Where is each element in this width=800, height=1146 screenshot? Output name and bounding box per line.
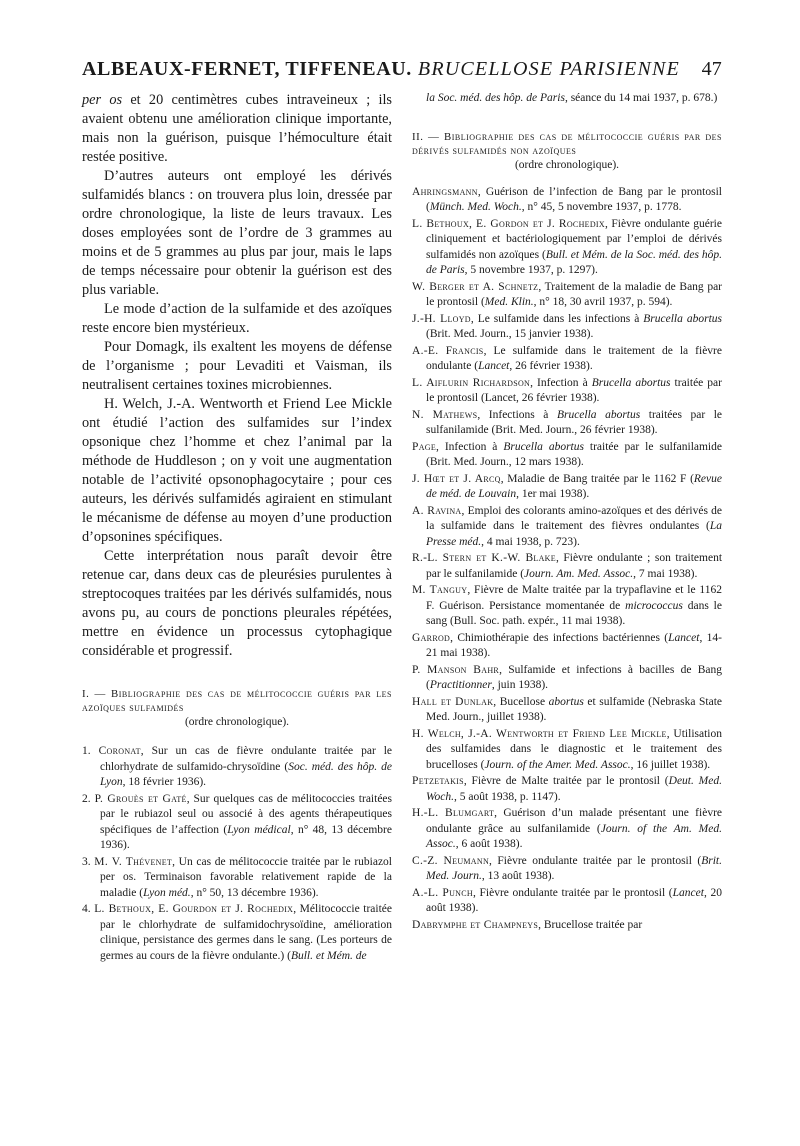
paragraph-5: H. Welch, J.-A. Wentworth et Friend Lee Mickle ont étudié l’action des sulfamides sur l’index opsonique chez l’homme et chez l’animal par la méthode de Huddleson ; on y voit une augmentation notable de l’activité opsonophagocytaire ; pour ces auteurs, les dérivés sulfamidés agiraient en stimulant le mécanisme de défense au moyen d’une production d’opsonines spécifiques.	[82, 396, 392, 545]
reference-item: 4. L. Bethoux, E. Gourdon et J. Rochedix, Mélitococcie traitée par le chlorhydrate de sulfamidochrysoïdine, amélioration clinique, persistance des germes dans le sang. (Les porteurs de germes au cours de la fièvre ondulante.) (Bull. et Mém. de	[82, 903, 392, 962]
body-text	[82, 91, 392, 661]
paragraph-4: Pour Domagk, ils exaltent les moyens de défense de l’organisme ; pour Levaditi et Vaisman, ils neutralisent certaines toxines microbiennes.	[82, 339, 392, 393]
reference-item: M. Tanguy, Fièvre de Malte traitée par la trypaflavine et le 1162 F. Guérison. Persistance momentanée de micrococcus dans le sang (Bull. Soc. path. expér., 11 mai 1938).	[412, 584, 722, 627]
reference-item: P. Manson Bahr, Sulfamide et infections à bacilles de Bang (Practitionner, juin 1938).	[412, 663, 722, 691]
reference-item: R.-L. Stern et K.-W. Blake, Fièvre ondulante ; son traitement par le sulfanilamide (Journ. Am. Med. Assoc., 7 mai 1938).	[412, 552, 723, 580]
reference-item: Garrod, Chimiothérapie des infections bactériennes (Lancet, 14-21 mai 1938).	[412, 631, 722, 659]
bibliography-1-subtitle: (ordre chronologique).	[184, 716, 290, 728]
reference-item: Page, Infection à Brucella abortus traitée par le sulfanilamide (Brit. Med. Journ., 12 mars 1938).	[412, 440, 722, 468]
paragraph-3: Le mode d’action de la sulfamide et des azoïques reste encore bien mystérieux.	[82, 301, 392, 336]
bibliography-2-subtitle: (ordre chronologique).	[514, 158, 620, 171]
reference-item: J. Hœt et J. Arcq, Maladie de Bang traitée par le 1162 F (Revue de méd. de Louvain, 1er mai 1938).	[412, 472, 722, 500]
paragraph-1-lead: per os	[82, 92, 123, 108]
reference-item: C.-Z. Neumann, Fièvre ondulante traitée par le prontosil (Brit. Med. Journ., 13 août 1938).	[412, 854, 722, 882]
reference-item: L. Aiflurin Richardson, Infection à Brucella abortus traitée par le prontosil (Lancet, 26 février 1938).	[412, 376, 722, 404]
reference-continuation: la Soc. méd. des hôp. de Paris, séance du 14 mai 1937, p. 678.)	[426, 92, 718, 104]
reference-item: J.-H. Lloyd, Le sulfamide dans les infections à Brucella abortus (Brit. Med. Journ., 15 janvier 1938).	[412, 312, 722, 340]
continued-reference	[412, 91, 722, 107]
reference-item: N. Mathews, Infections à Brucella abortus traitées par le sulfanilamide (Brit. Med. Journ., 26 février 1938).	[412, 408, 723, 436]
paragraph-6: Cette interprétation nous paraît devoir être retenue car, dans deux cas de pleurésies purulentes à streptocoques traitées par les dérivés sulfamidés, nous avons pu, au cours de ponctions pleurales répétées, mettre en évidence un processus cytophagique considérable et progressif.	[82, 548, 392, 659]
reference-item: Ahringsmann, Guérison de l’infection de Bang par le prontosil (Münch. Med. Woch., n° 45, 5 novembre 1937, p. 1778.	[412, 185, 722, 213]
running-head-title: BRUCELLOSE PARISIENNE	[417, 58, 680, 80]
paragraph-1	[82, 91, 392, 167]
right-column	[412, 91, 722, 934]
reference-item: A.-L. Punch, Fièvre ondulante traitée par le prontosil (Lancet, 20 août 1938).	[412, 886, 722, 914]
reference-item: A. Ravina, Emploi des colorants amino-azoïques et des dérivés de la sulfamide dans le traitement des fièvres ondulantes (La Presse méd., 4 mai 1938, p. 723).	[412, 504, 722, 548]
reference-item: A.-E. Francis, Le sulfamide dans le traitement de la fièvre ondulante (Lancet, 26 février 1938).	[412, 344, 722, 372]
bibliography-2-title: II. — Bibliographie des cas de mélitococcie guéris par des dérivés sulfamidés non azoïques	[412, 130, 722, 157]
reference-item: Petzetakis, Fièvre de Malte traitée par le prontosil (Deut. Med. Woch., 5 août 1938, p. 1147).	[412, 775, 722, 803]
reference-item: 1. Coronat, Sur un cas de fièvre ondulante traitée par le chlorhydrate de sulfamido-chrysoïdine (Soc. méd. des hôp. de Lyon, 18 février 1936).	[82, 745, 393, 788]
page-number: 47	[701, 58, 722, 80]
bibliography-1-title: I. — Bibliographie des cas de mélitococcie guéris par les azoïques sulfamidés	[82, 688, 392, 714]
reference-item: 2. P. Grouès et Gaté, Sur quelques cas de mélitococcies traitées par le rubiazol seul ou associé à des agents thérapeutiques spécifiques de l’affection (Lyon médical, n° 48, 13 décembre 1936).	[82, 792, 393, 851]
reference-item: Dabrymphe et Champneys, Brucellose traitée par	[412, 918, 643, 931]
bibliography-2-list	[412, 185, 722, 934]
reference-item: L. Bethoux, E. Gordon et J. Rochedix, Fièvre ondulante guérie cliniquement et bactériologiquement par l’emploi de dérivés sulfamidés non azoïques (Bull. et Mém. de la Soc. méd. des hôp. de Paris, 5 novembre 1937, p. 1297).	[412, 217, 722, 276]
paragraph-1-text: et 20 centimètres cubes intraveineux ; ils avaient obtenu une amélioration clinique importante, mais non la guérison, puisque l’hémoculture était restée positive.	[82, 92, 392, 165]
reference-item: H. Welch, J.-A. Wentworth et Friend Lee Mickle, Utilisation des sulfamides dans le diagnostic et le traitement des brucelloses (Journ. of the Amer. Med. Assoc., 16 juillet 1938).	[412, 727, 722, 771]
left-column	[82, 91, 392, 965]
paragraph-2: D’autres auteurs ont employé les dérivés sulfamidés blancs : on trouvera plus loin, dressée par ordre chronologique, la liste de leurs travaux. Les doses employées sont de l’ordre de 3 grammes au moins et de 5 grammes au plus par jour, mais le laps de temps nécessaire pour obtenir la guérison est des plus variable.	[82, 168, 392, 298]
bibliography-1-list	[82, 744, 392, 964]
running-head-authors: ALBEAUX-FERNET, TIFFENEAU.	[82, 58, 412, 80]
running-head	[82, 58, 722, 88]
reference-item: Hall et Dunlak, Bucellose abortus et sulfamide (Nebraska State Med. Journ., juillet 1938).	[412, 695, 722, 723]
reference-item: W. Berger et A. Schnetz, Traitement de la maladie de Bang par le prontosil (Med. Klin., n° 18, 30 avril 1937, p. 594).	[412, 280, 723, 308]
reference-item: 3. M. V. Thévenet, Un cas de mélitococcie traitée par le rubiazol per os. Terminaison favorable relativement rapide de la maladie (Lyon méd., n° 50, 13 décembre 1936).	[82, 855, 392, 899]
reference-item: H.-L. Blumgart, Guérison d’un malade présentant une fièvre ondulante grâce au sulfanilamide (Journ. of the Am. Med. Assoc., 6 août 1938).	[412, 807, 722, 850]
